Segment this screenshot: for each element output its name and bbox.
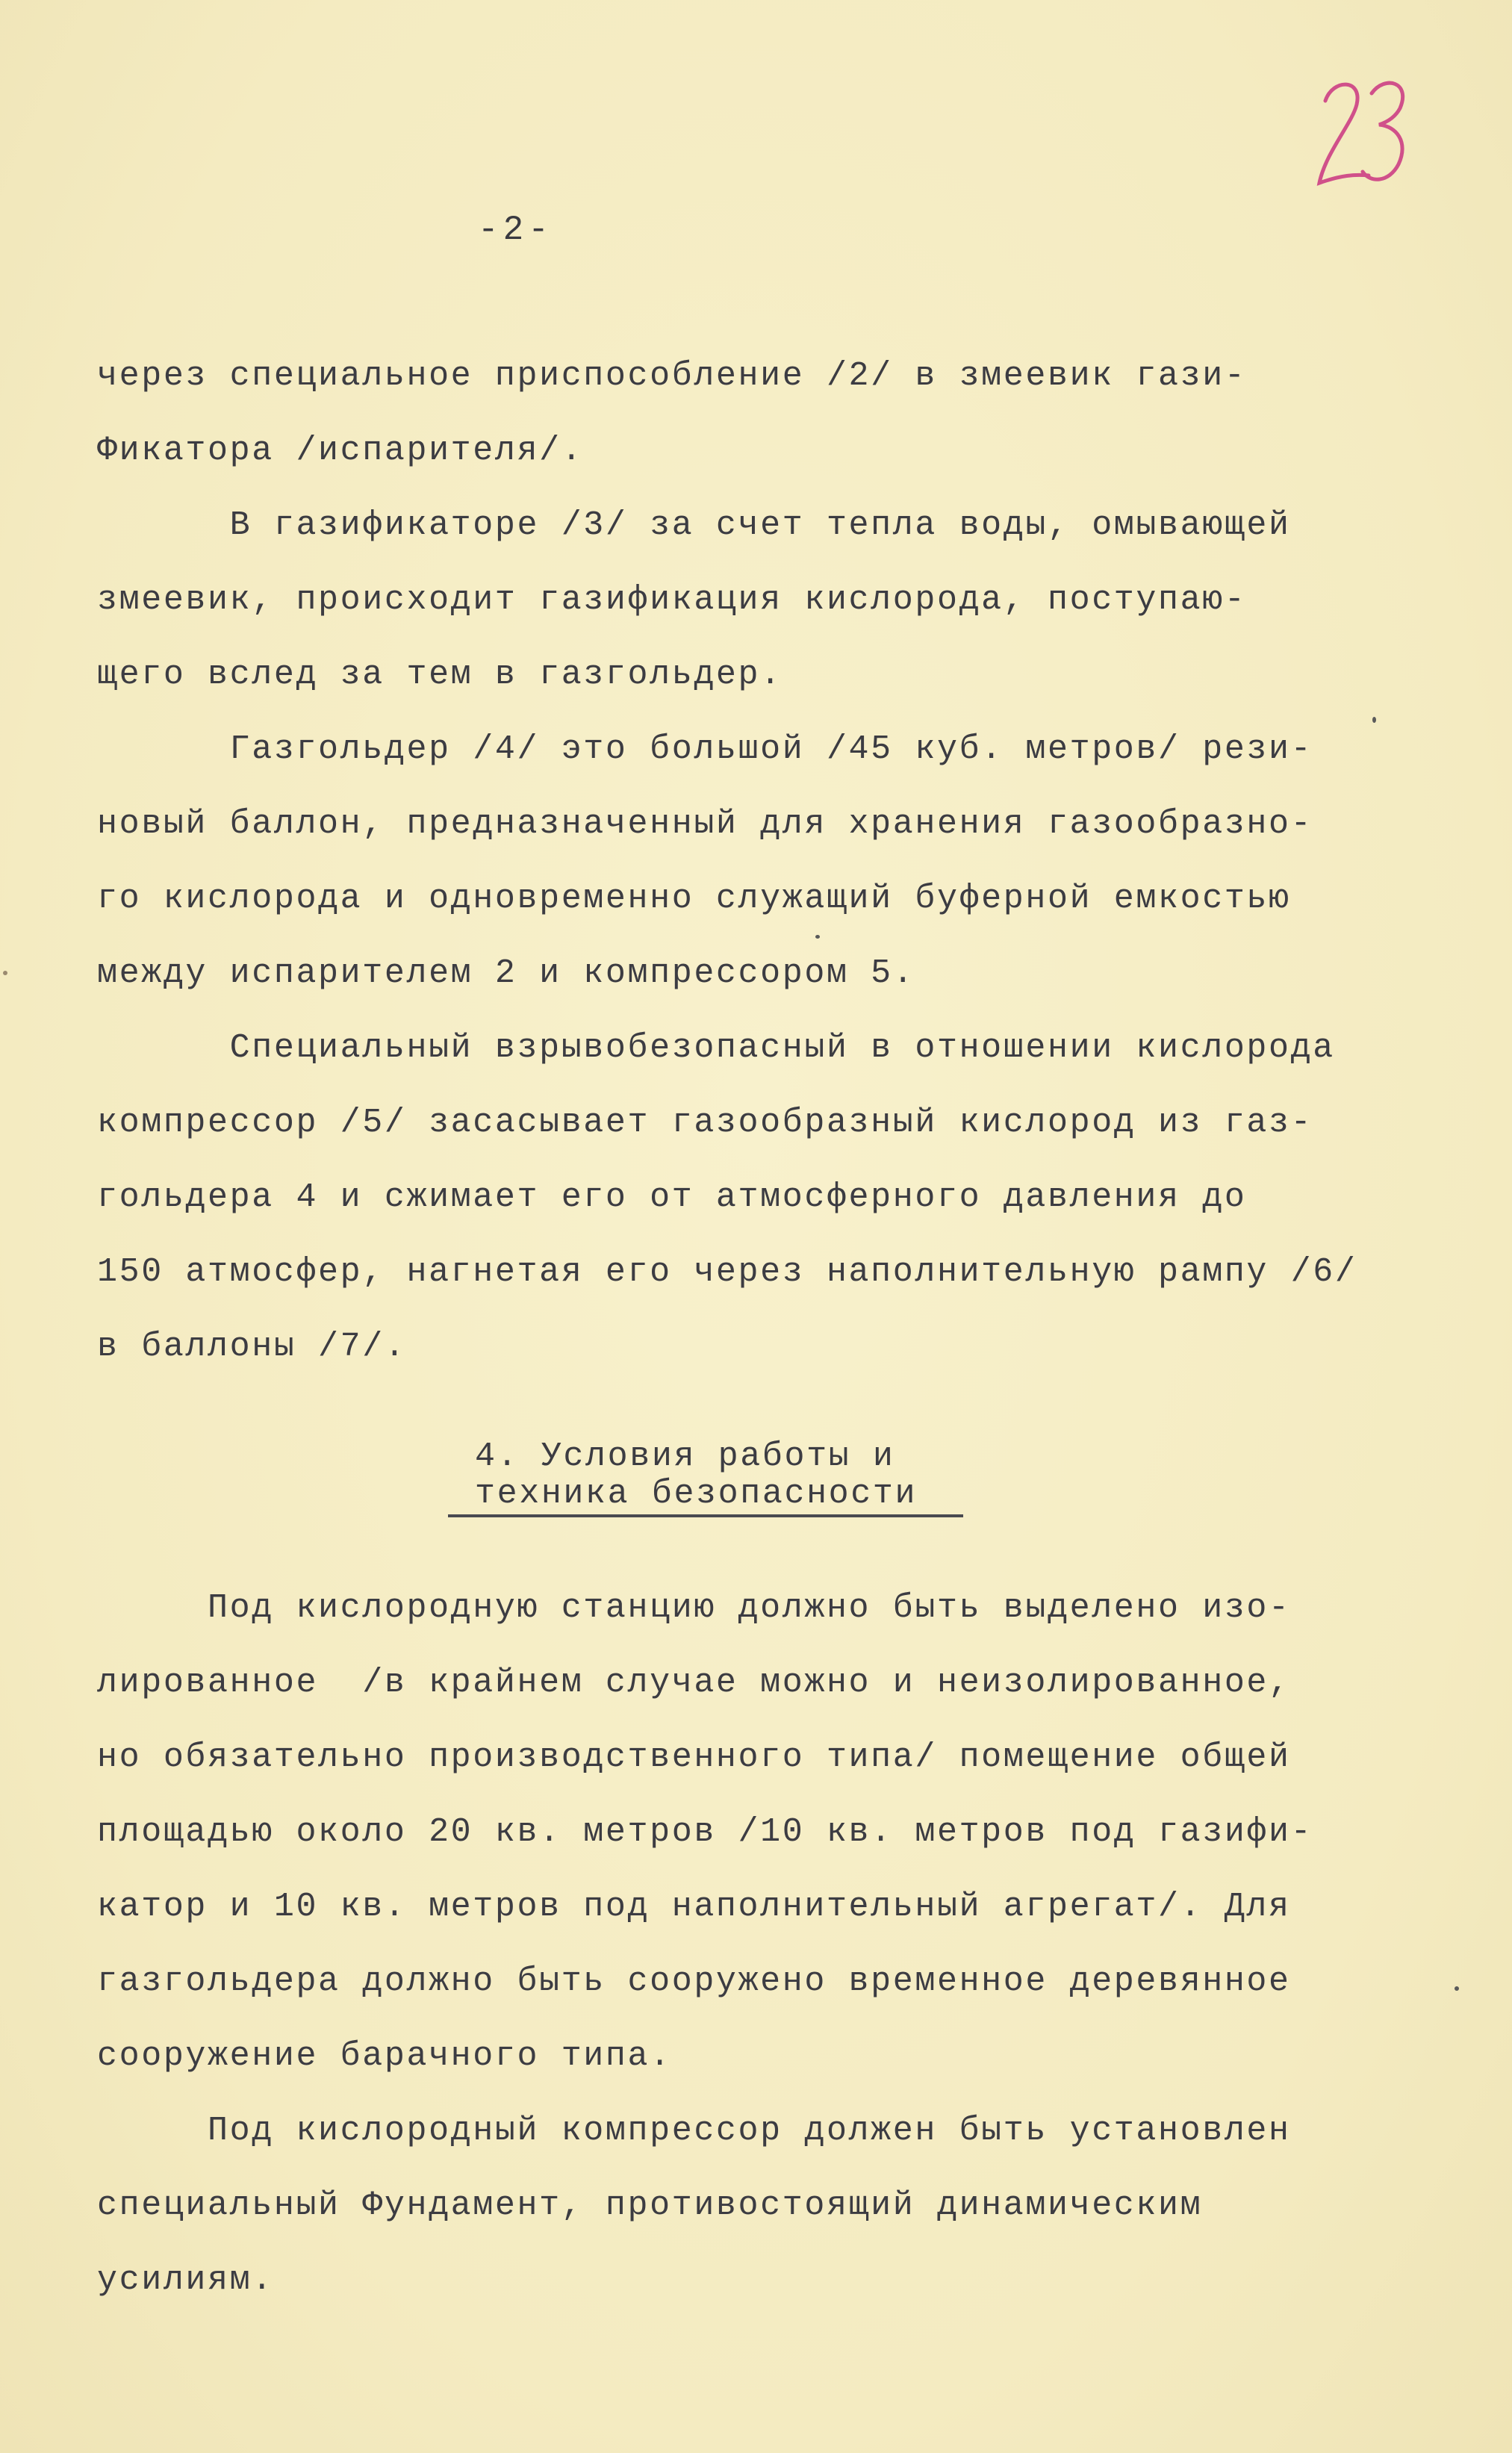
text-line: специальный Фундамент, противостоящий динамическим xyxy=(97,2186,1203,2225)
text-line: В газификаторе /3/ за счет тепла воды, омывающей xyxy=(97,506,1291,544)
handwritten-folio-number xyxy=(1310,71,1415,198)
paper-speck xyxy=(815,935,820,939)
text-line: в баллоны /7/. xyxy=(97,1328,407,1366)
text-line: Под кислородный компрессор должен быть установлен xyxy=(97,2112,1291,2150)
text-line: компрессор /5/ засасывает газообразный кислород из газ- xyxy=(97,1104,1313,1142)
section-heading-line-2: техника безопасности xyxy=(475,1475,918,1513)
text-line: но обязательно производственного типа/ помещение общей xyxy=(97,1738,1291,1776)
section-heading-line-1: 4. Условия работы и xyxy=(475,1437,895,1476)
page-number: -2- xyxy=(478,211,553,249)
text-line: щего вслед за тем в газгольдер. xyxy=(97,656,783,694)
text-line: усилиям. xyxy=(97,2261,274,2299)
text-line: Специальный взрывобезопасный в отношении кислорода xyxy=(97,1029,1335,1067)
text-line: через специальное приспособление /2/ в змеевик гази- xyxy=(97,357,1247,395)
text-line: газгольдера должно быть сооружено временное деревянное xyxy=(97,1962,1291,2000)
text-line: новый баллон, предназначенный для хранения газообразно- xyxy=(97,805,1313,843)
text-line: Под кислородную станцию должно быть выделено изо- xyxy=(97,1589,1291,1627)
heading-underline xyxy=(448,1514,963,1517)
text-line: змеевик, происходит газификация кислорода, поступаю- xyxy=(97,581,1247,619)
text-line: катор и 10 кв. метров под наполнительный агрегат/. Для xyxy=(97,1888,1291,1926)
text-line: площадью около 20 кв. метров /10 кв. метров под газифи- xyxy=(97,1813,1313,1851)
text-line: между испарителем 2 и компрессором 5. xyxy=(97,954,915,992)
text-line: гольдера 4 и сжимает его от атмосферного давления до xyxy=(97,1178,1247,1216)
paper-speck xyxy=(3,971,7,975)
paper-speck xyxy=(1455,1986,1459,1991)
text-line: Газгольдер /4/ это большой /45 куб. метров/ рези- xyxy=(97,730,1313,768)
text-line: Фикатора /испарителя/. xyxy=(97,432,584,470)
text-line: лированное /в крайнем случае можно и неизолированное, xyxy=(97,1664,1291,1702)
text-line: сооружение барачного типа. xyxy=(97,2037,672,2075)
text-line: 150 атмосфер, нагнетая его через наполнительную рампу /6/ xyxy=(97,1253,1357,1291)
paper-speck xyxy=(1372,717,1376,723)
text-line: го кислорода и одновременно служащий буферной емкостью xyxy=(97,880,1291,918)
